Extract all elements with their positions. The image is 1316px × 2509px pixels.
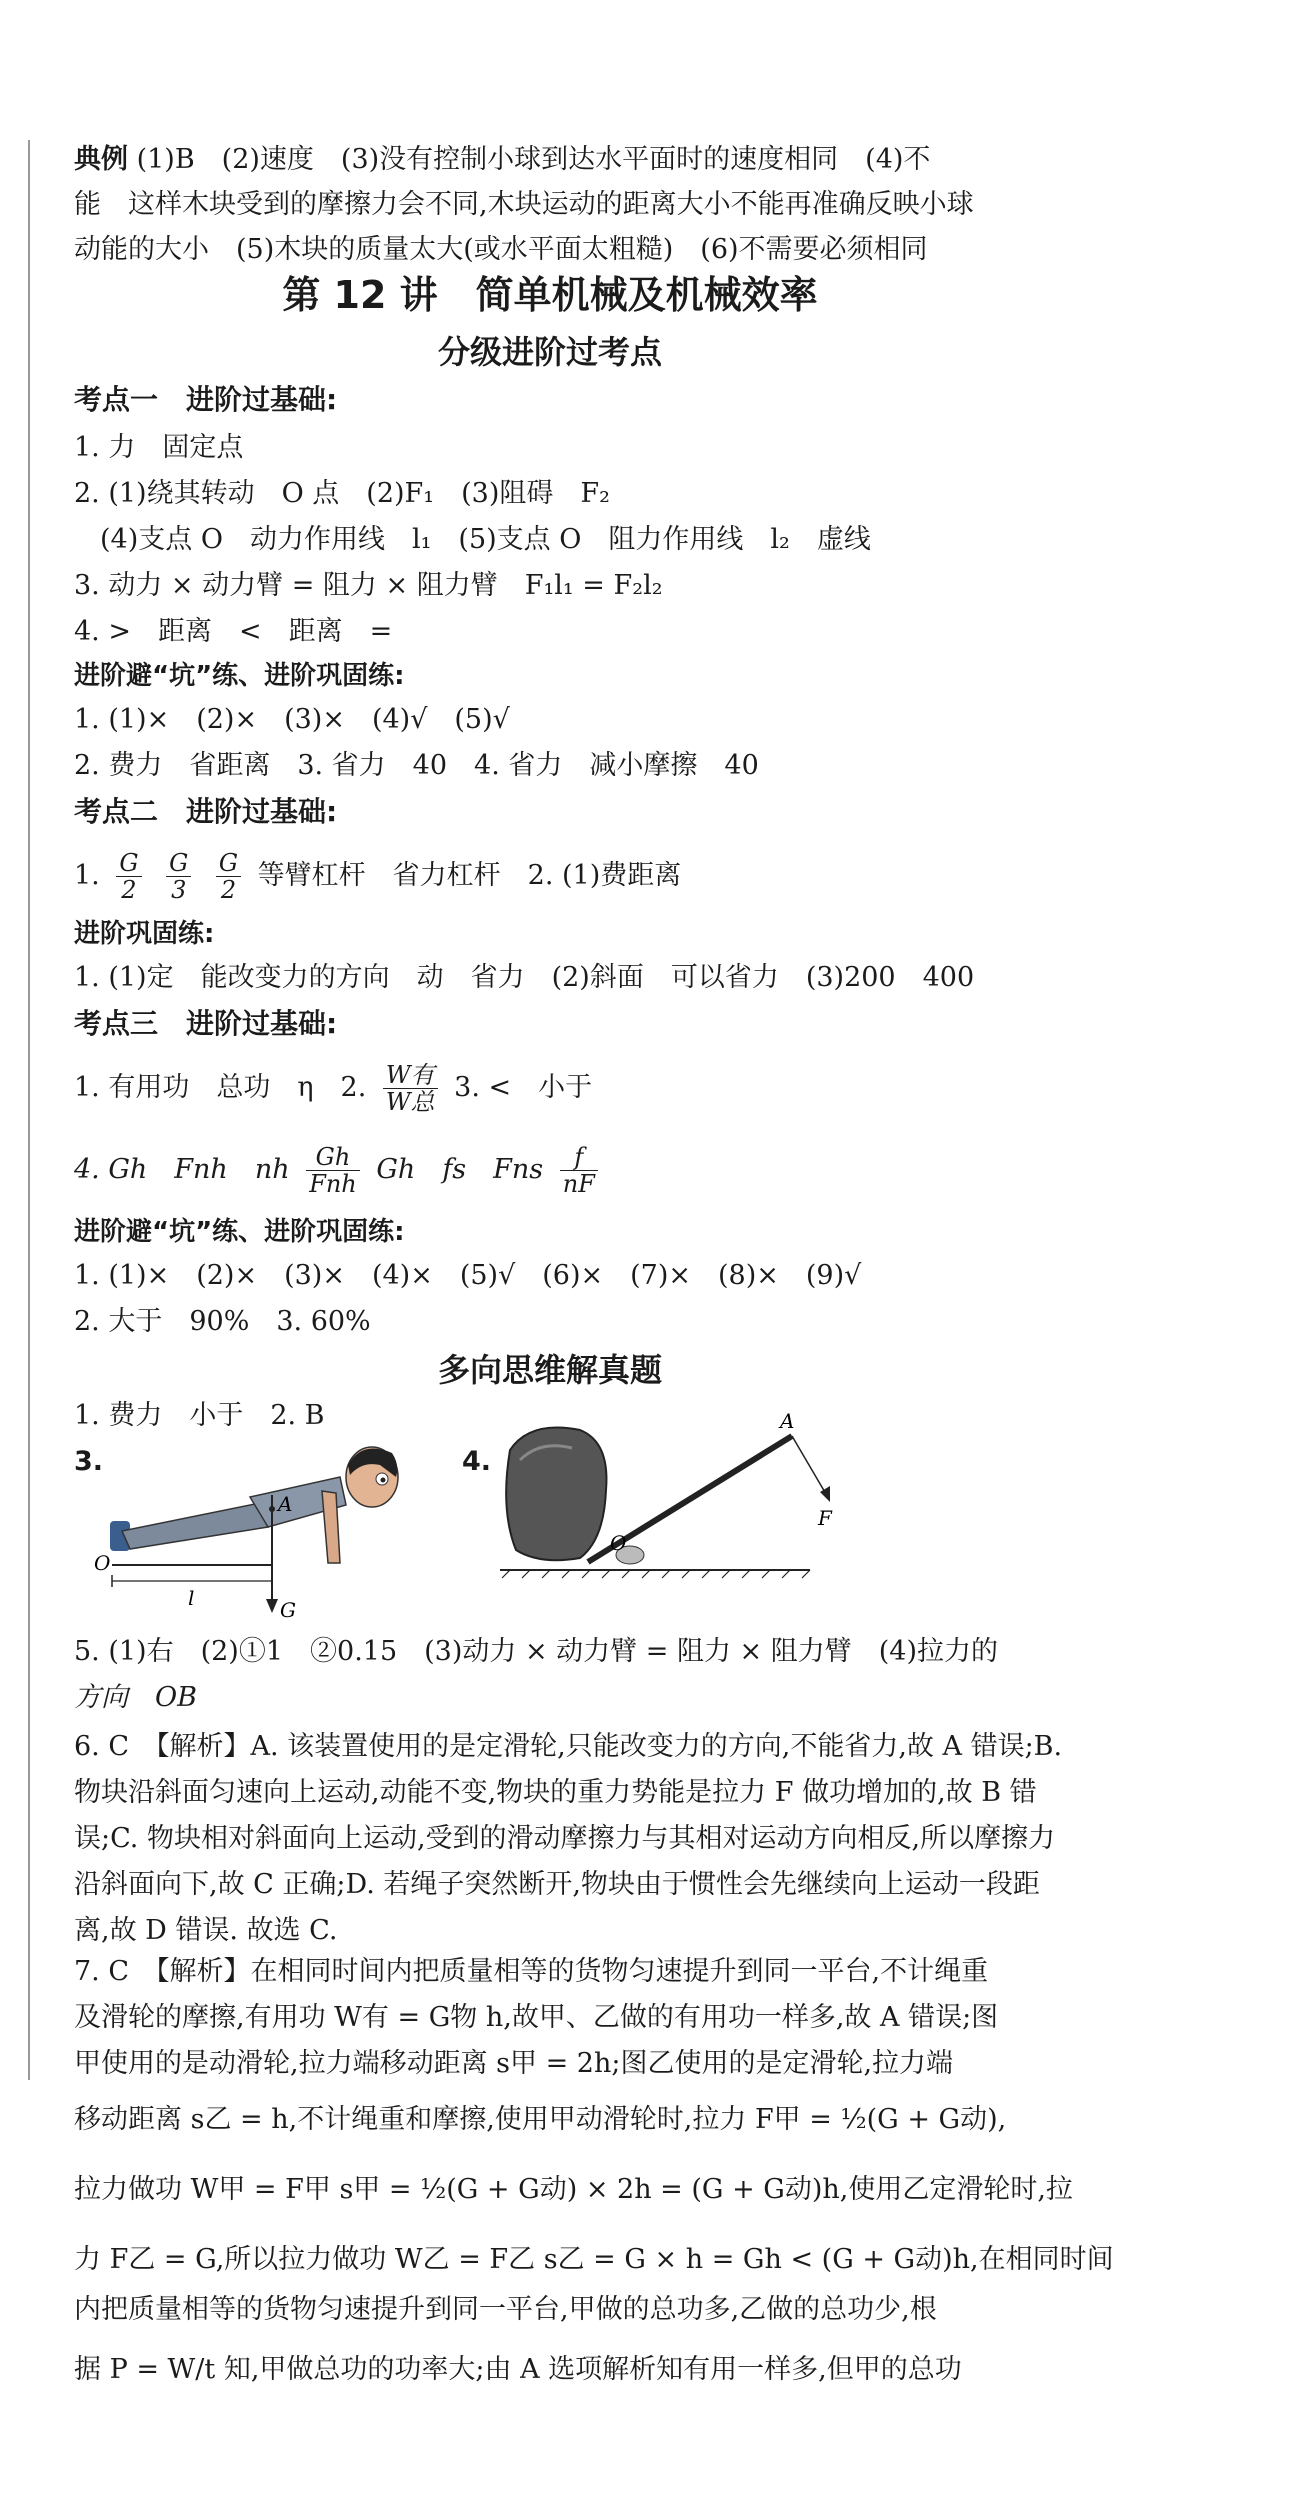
kp3-heading: 考点三 进阶过基础: xyxy=(74,1007,338,1040)
frac-num: Gh xyxy=(306,1144,360,1171)
q7-line-4: 移动距离 s乙 = h,不计绳重和摩擦,使用甲动滑轮时,拉力 F甲 = ½(G + G动), xyxy=(74,2104,1007,2135)
kp2-heading: 考点二 进阶过基础: xyxy=(74,795,338,828)
rock xyxy=(506,1428,606,1561)
frac-den: Fnh xyxy=(309,1170,357,1198)
kp3-line-1-prefix: 1. 有用功 总功 η 2. xyxy=(74,1072,367,1103)
kp3-line-3: 1. (1)× (2)× (3)× (4)× (5)√ (6)× (7)× (8)× (9)√ xyxy=(74,1260,862,1291)
fraction-w-useful-over-total xyxy=(383,1062,438,1115)
force-line xyxy=(792,1436,826,1494)
fraction-g-over-2 xyxy=(116,850,141,903)
frac-num: f xyxy=(560,1144,598,1171)
q7-line-7: 内把质量相等的货物匀速提升到同一平台,甲做的总功多,乙做的总功少,根 xyxy=(74,2294,937,2325)
kp2-line-1-prefix: 1. xyxy=(74,860,100,891)
kp3-line-2 xyxy=(74,1140,606,1200)
kp1-line-4: 3. 动力 × 动力臂 = 阻力 × 阻力臂 F₁l₁ = F₂l₂ xyxy=(74,570,663,601)
label-l: l xyxy=(188,1586,195,1610)
frac-den: 3 xyxy=(171,876,187,904)
kp3-line-4: 2. 大于 90% 3. 60% xyxy=(74,1306,371,1337)
label-o: O xyxy=(94,1551,111,1575)
kp3-practice-heading: 进阶避“坑”练、进阶巩固练: xyxy=(74,1217,405,1247)
frac-num: G xyxy=(216,850,241,877)
fraction-gh-over-fnh xyxy=(306,1144,360,1197)
q-line-1: 1. 费力 小于 2. B xyxy=(74,1400,325,1431)
pushup-lever-figure xyxy=(94,1435,450,1625)
frac-den: 2 xyxy=(121,876,137,904)
label-a: A xyxy=(780,1409,795,1433)
q5-line-1: 5. (1)右 (2)①1 ②0.15 (3)动力 × 动力臂 = 阻力 × 阻力臂 (4)拉力的 xyxy=(74,1636,998,1667)
kp1-practice-heading: 进阶避“坑”练、进阶巩固练: xyxy=(74,661,405,691)
frac-den: nF xyxy=(562,1170,595,1198)
label-a: A xyxy=(278,1492,293,1516)
gravity-arrowhead xyxy=(266,1599,278,1613)
kp1-line-5: 4. > 距离 < 距离 = xyxy=(74,616,393,647)
label-f: F xyxy=(818,1506,832,1530)
kp1-line-3: (4)支点 O 动力作用线 l₁ (5)支点 O 阻力作用线 l₂ 虚线 xyxy=(100,524,871,555)
point-a-dot xyxy=(269,1506,275,1512)
q4-number: 4. xyxy=(462,1446,492,1477)
kp3-line-1 xyxy=(74,1058,592,1118)
crowbar-rock-figure xyxy=(480,1410,840,1580)
example-line-1 xyxy=(74,140,930,180)
kp3-line-2-mid: Gh fs Fns xyxy=(376,1154,544,1185)
q7-line-5: 拉力做功 W甲 = F甲 s甲 = ½(G + G动) × 2h = (G + G动)h,使用乙定滑轮时,拉 xyxy=(74,2174,1073,2205)
kp1-line-6: 1. (1)× (2)× (3)× (4)√ (5)√ xyxy=(74,704,510,735)
q7-line-6: 力 F乙 = G,所以拉力做功 W乙 = F乙 s乙 = G × h = Gh < (G + G动)h,在相同时间 xyxy=(74,2244,1114,2275)
q7-line-3: 甲使用的是动滑轮,拉力端移动距离 s甲 = 2h;图乙使用的是定滑轮,拉力端 xyxy=(74,2048,954,2079)
frac-num: G xyxy=(116,850,141,877)
chapter-title: 第 12 讲 简单机械及机械效率 xyxy=(282,273,818,317)
frac-num: G xyxy=(166,850,191,877)
q5-line-2: 方向 OB xyxy=(74,1682,197,1713)
section-title-levels: 分级进阶过考点 xyxy=(437,333,662,371)
kp3-line-2-prefix: 4. Gh Fnh nh xyxy=(74,1154,290,1185)
kp2-practice-heading: 进阶巩固练: xyxy=(74,919,215,949)
q3-number: 3. xyxy=(74,1446,104,1477)
fraction-f-over-nf xyxy=(560,1144,598,1197)
frac-num: W有 xyxy=(383,1062,438,1089)
frac-den: 2 xyxy=(220,876,237,904)
legs-and-torso xyxy=(122,1503,268,1549)
section-title-real-questions: 多向思维解真题 xyxy=(437,1351,662,1389)
fraction-g-over-3 xyxy=(166,850,191,903)
q6-explanation: 6. C 【解析】A. 该装置使用的是定滑轮,只能改变力的方向,不能省力,故 A 错误;B. 物块沿斜面匀速向上运动,动能不变,物块的重力势能是拉力 F 做功增加的,故 B 错误;C. 物块相对斜面向上运动,受到的滑动摩擦力与其相对运动方向相反,所以摩擦力沿斜面向下,故 C 正确;D. 若绳子突然断开,物块由于惯性会先继续向上运动一段距离,故 D 错误. 故选 C. xyxy=(74,1731,1063,1946)
force-arrowhead xyxy=(820,1486,830,1502)
kp2-line-2: 1. (1)定 能改变力的方向 动 省力 (2)斜面 可以省力 (3)200 400 xyxy=(74,962,975,993)
kp1-line-2: 2. (1)绕其转动 O 点 (2)F₁ (3)阻碍 F₂ xyxy=(74,478,610,509)
example-line-2: 能 这样木块受到的摩擦力会不同,木块运动的距离大小不能再准确反映小球 xyxy=(74,189,974,220)
kp1-heading: 考点一 进阶过基础: xyxy=(74,383,338,416)
kp1-line-1: 1. 力 固定点 xyxy=(74,432,244,463)
fraction-g-over-2-b xyxy=(216,850,241,903)
frac-den: W总 xyxy=(385,1088,435,1116)
label-o: O xyxy=(610,1531,627,1555)
kp3-line-1-suffix: 3. < 小于 xyxy=(454,1072,593,1103)
label-g: G xyxy=(280,1598,296,1622)
example-label: 典例 xyxy=(74,144,128,175)
example-text-1: (1)B (2)速度 (3)没有控制小球到达水平面时的速度相同 (4)不 xyxy=(136,144,931,175)
left-margin-rule xyxy=(28,140,30,2080)
ground-hatching xyxy=(502,1570,810,1578)
pupil xyxy=(381,1478,386,1483)
kp1-line-7: 2. 费力 省距离 3. 省力 40 4. 省力 减小摩擦 40 xyxy=(74,750,759,781)
kp2-line-1-suffix: 等臂杠杆 省力杠杆 2. (1)费距离 xyxy=(257,860,682,891)
q7-line-2: 及滑轮的摩擦,有用功 W有 = G物 h,故甲、乙做的有用功一样多,故 A 错误;图 xyxy=(74,2002,999,2033)
pushup-person xyxy=(110,1447,398,1563)
q7-line-8: 据 P = W/t 知,甲做总功的功率大;由 A 选项解析知有用一样多,但甲的总功 xyxy=(74,2354,962,2385)
example-line-3: 动能的大小 (5)木块的质量太大(或水平面太粗糙) (6)不需要必须相同 xyxy=(74,234,928,265)
kp2-line-1 xyxy=(74,848,681,904)
q7-line-1: 7. C 【解析】在相同时间内把质量相等的货物匀速提升到同一平台,不计绳重 xyxy=(74,1956,989,1987)
